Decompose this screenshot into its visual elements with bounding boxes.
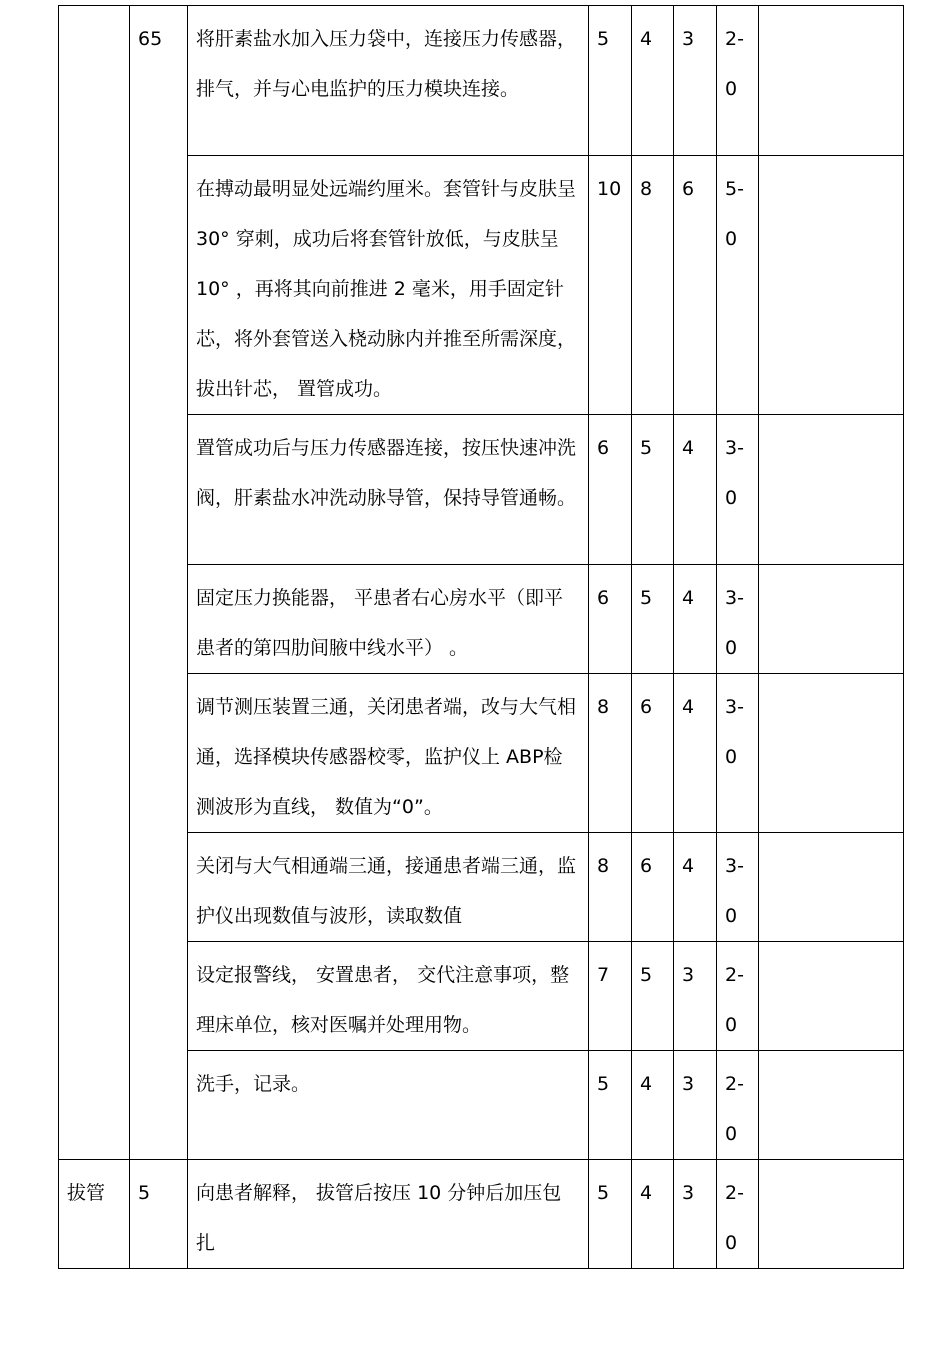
- score-d-line2: 0: [725, 637, 738, 659]
- section-points-cell: 5: [130, 1160, 188, 1269]
- score-d-line2: 0: [725, 1014, 738, 1036]
- score-d-line2: 0: [725, 1123, 738, 1145]
- table-row: [59, 1160, 904, 1269]
- section-points-cell: 65: [130, 6, 188, 1160]
- score-d-line2: 0: [725, 487, 738, 509]
- score-d: [717, 565, 759, 674]
- score-d: [717, 942, 759, 1051]
- score-c: 4: [674, 674, 717, 833]
- score-a: 5: [589, 6, 632, 156]
- score-c: 3: [674, 942, 717, 1051]
- score-a: 6: [589, 415, 632, 565]
- score-d-line2: 0: [725, 228, 738, 250]
- score-d-line1: 2-: [725, 28, 744, 50]
- score-d-line1: 2-: [725, 964, 744, 986]
- score-b: 8: [632, 156, 674, 415]
- score-c: 3: [674, 1160, 717, 1269]
- score-b: 6: [632, 674, 674, 833]
- score-a: 6: [589, 565, 632, 674]
- score-b: 4: [632, 1160, 674, 1269]
- score-d: [717, 1160, 759, 1269]
- score-b: 6: [632, 833, 674, 942]
- score-a: 7: [589, 942, 632, 1051]
- score-a: 8: [589, 674, 632, 833]
- step-description: 调节测压装置三通，关闭患者端，改与大气相通，选择模块传感器校零，监护仪上 ABP检测波形为直线， 数值为“0”。: [188, 674, 589, 833]
- score-d: [717, 156, 759, 415]
- score-c: 4: [674, 415, 717, 565]
- score-d-line2: 0: [725, 1232, 738, 1254]
- deduction-cell: [759, 6, 904, 156]
- step-description: 固定压力换能器， 平患者右心房水平（即平患者的第四肋间腋中线水平） 。: [188, 565, 589, 674]
- score-d-line1: 3-: [725, 696, 744, 718]
- score-b: 4: [632, 1051, 674, 1160]
- category-cell: 拔管: [59, 1160, 130, 1269]
- score-d-line1: 2-: [725, 1182, 744, 1204]
- score-d-line1: 2-: [725, 1073, 744, 1095]
- category-cell: [59, 6, 130, 1160]
- score-d: [717, 1051, 759, 1160]
- scoring-table: [58, 5, 904, 1269]
- score-d-line2: 0: [725, 905, 738, 927]
- score-d: [717, 833, 759, 942]
- deduction-cell: [759, 833, 904, 942]
- score-c: 3: [674, 1051, 717, 1160]
- score-d: [717, 415, 759, 565]
- score-c: 4: [674, 833, 717, 942]
- score-b: 5: [632, 415, 674, 565]
- score-b: 5: [632, 565, 674, 674]
- score-a: 8: [589, 833, 632, 942]
- score-b: 5: [632, 942, 674, 1051]
- deduction-cell: [759, 565, 904, 674]
- score-a: 5: [589, 1051, 632, 1160]
- score-d: [717, 6, 759, 156]
- deduction-cell: [759, 942, 904, 1051]
- deduction-cell: [759, 674, 904, 833]
- score-d-line1: 3-: [725, 855, 744, 877]
- step-description: 设定报警线， 安置患者， 交代注意事项，整理床单位，核对医嘱并处理用物。: [188, 942, 589, 1051]
- score-a: 5: [589, 1160, 632, 1269]
- deduction-cell: [759, 1160, 904, 1269]
- score-b: 4: [632, 6, 674, 156]
- step-description: 将肝素盐水加入压力袋中，连接压力传感器，排气，并与心电监护的压力模块连接。: [188, 6, 589, 156]
- score-c: 6: [674, 156, 717, 415]
- score-d: [717, 674, 759, 833]
- score-c: 4: [674, 565, 717, 674]
- score-d-line1: 3-: [725, 587, 744, 609]
- table-row: [59, 6, 904, 156]
- step-description: 洗手，记录。: [188, 1051, 589, 1160]
- score-d-line1: 3-: [725, 437, 744, 459]
- deduction-cell: [759, 156, 904, 415]
- score-d-line1: 5-: [725, 178, 744, 200]
- step-description: 向患者解释， 拔管后按压 10 分钟后加压包扎: [188, 1160, 589, 1269]
- step-description: 置管成功后与压力传感器连接，按压快速冲洗阀，肝素盐水冲洗动脉导管，保持导管通畅。: [188, 415, 589, 565]
- step-description: 关闭与大气相通端三通，接通患者端三通，监护仪出现数值与波形，读取数值: [188, 833, 589, 942]
- step-description: 在搏动最明显处远端约厘米。套管针与皮肤呈 30° 穿刺，成功后将套管针放低，与皮肤呈 10° ，再将其向前推进 2 毫米，用手固定针芯，将外套管送入桡动脉内并推至所需深度， 拔出针芯， 置管成功。: [188, 156, 589, 415]
- score-d-line2: 0: [725, 746, 738, 768]
- score-c: 3: [674, 6, 717, 156]
- score-d-line2: 0: [725, 78, 738, 100]
- deduction-cell: [759, 1051, 904, 1160]
- deduction-cell: [759, 415, 904, 565]
- score-a: 10: [589, 156, 632, 415]
